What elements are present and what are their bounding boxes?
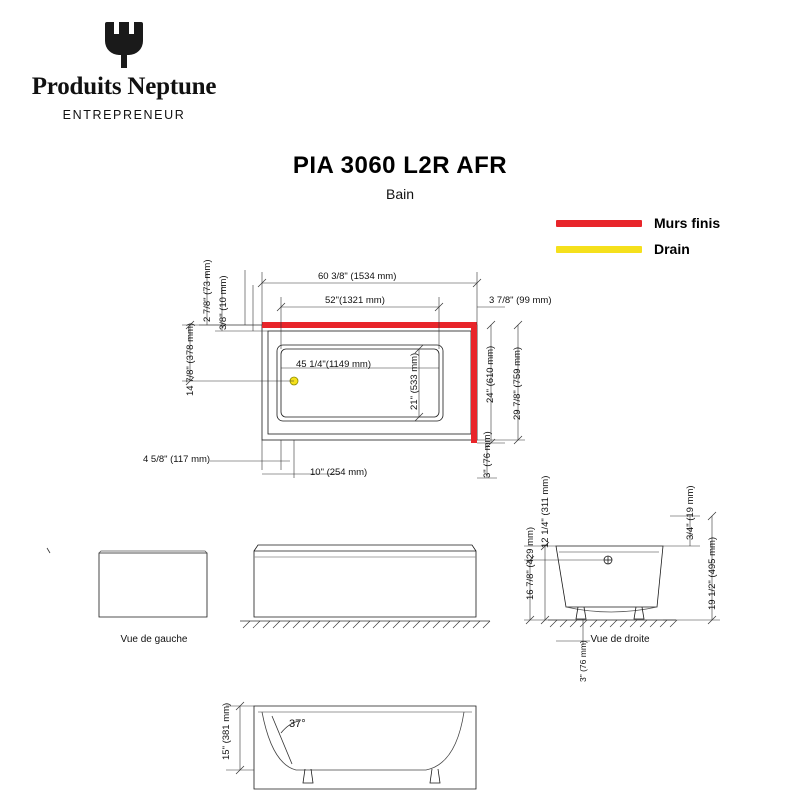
dim-water-depth: 15" (381 mm) (221, 702, 232, 760)
legend-swatch-yellow (556, 246, 642, 253)
dim-interior-height: 16 7/8" (429 mm) (525, 526, 536, 600)
dim-inner-depth: 21" (533 mm) (409, 352, 420, 410)
page-subtitle: Bain (385, 186, 415, 202)
dim-back-angle: 37° (289, 718, 306, 730)
dim-overall-depth: 29 7/8" (759 mm) (512, 346, 523, 420)
dim-wall-offset-top2: 3/8" (10 mm) (218, 275, 229, 330)
legend-label-drain: Drain (654, 241, 690, 257)
dim-drain-offset-bottom: 10" (254 mm) (310, 467, 368, 478)
legend-label-murs-finis: Murs finis (654, 215, 721, 231)
dim-rim-thickness: 3/4" (19 mm) (685, 485, 696, 540)
legend-item-drain (556, 236, 786, 262)
caption-vue-de-gauche: Vue de gauche (120, 634, 188, 645)
dim-wall-offset-top: 2 7/8" (73 mm) (202, 259, 213, 322)
dim-inner-length: 45 1/4"(1149 mm) (296, 359, 372, 370)
legend-item-murs-finis (556, 210, 786, 236)
brand-subtitle: ENTREPRENEUR (62, 108, 186, 122)
dim-bottom-left-offset: 4 5/8" (117 mm) (143, 454, 211, 465)
dim-drain-center-left: 14 7/8" (378 mm) (185, 322, 196, 396)
dim-right-offset: 3 7/8" (99 mm) (489, 295, 552, 306)
caption-vue-de-droite: Vue de droite (590, 634, 650, 645)
dim-overall-width: 60 3/8" (1534 mm) (318, 271, 397, 282)
page-title: PIA 3060 L2R AFR (292, 152, 508, 179)
page-title-block (0, 152, 800, 202)
dim-inner-width: 52"(1321 mm) (325, 295, 385, 306)
dim-bottom-right-offset: 3" (76 mm) (482, 431, 493, 478)
neptune-trident-icon (105, 22, 143, 68)
legend-swatch-red (556, 220, 642, 227)
dim-overall-height: 19 1/2" (495 mm) (707, 536, 718, 610)
brand-name: Produits Neptune (31, 73, 217, 100)
dim-overflow-height: 12 1/4" (311 mm) (540, 475, 551, 548)
dim-foot-offset: 3" (76 mm) (578, 640, 588, 682)
legend (556, 210, 786, 262)
dim-wall-height: 24" (610 mm) (485, 345, 496, 403)
brand-logo (14, 22, 234, 122)
